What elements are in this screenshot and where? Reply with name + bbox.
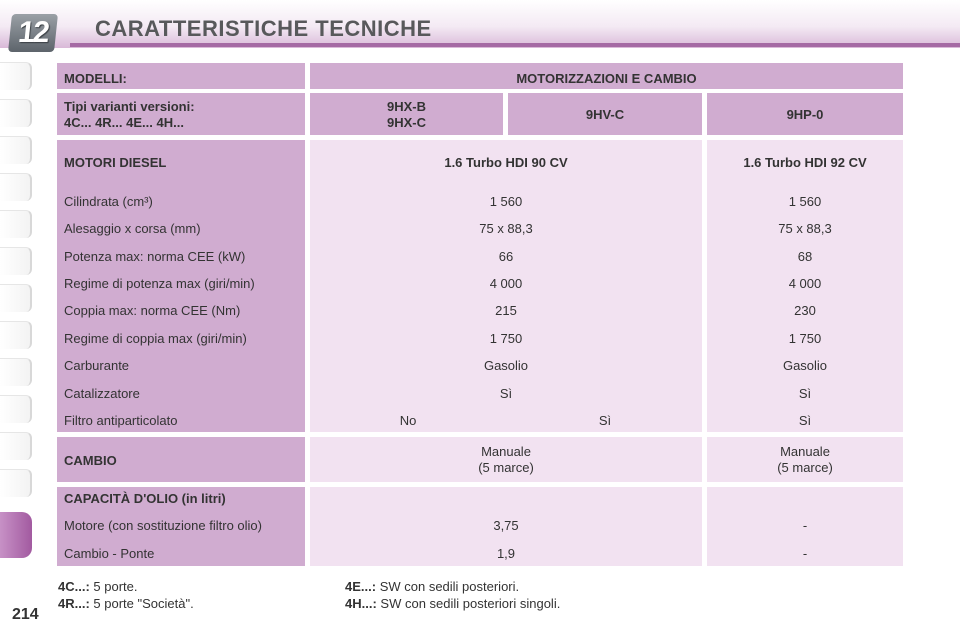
models-header-cell <box>57 63 305 89</box>
side-tab[interactable] <box>0 469 32 497</box>
spec-value: 1 750 <box>489 331 523 346</box>
gearbox-label-cell <box>57 437 305 482</box>
variant-3-cell <box>707 93 903 135</box>
spec-label: Regime di coppia max (giri/min) <box>64 331 247 346</box>
side-tab-active[interactable] <box>0 512 32 558</box>
gearbox-type: Manuale <box>780 444 830 459</box>
oil-value: - <box>802 546 808 561</box>
chapter-badge: 12 <box>8 14 58 52</box>
diesel-engines-label: MOTORI DIESEL <box>64 155 167 170</box>
footnote-4e <box>345 579 519 594</box>
footnote-key: 4R...: <box>58 596 90 611</box>
gearbox-value-cell <box>707 437 903 482</box>
side-tab-strip <box>0 62 32 506</box>
spec-value: 66 <box>498 249 514 264</box>
variant-2-cell <box>508 93 702 135</box>
spec-value: Gasolio <box>483 358 529 373</box>
engines-header-cell <box>310 63 903 89</box>
gearbox-label: CAMBIO <box>64 453 117 468</box>
oil-value: 1,9 <box>496 546 516 561</box>
side-tab[interactable] <box>0 62 32 90</box>
gearbox-value-cell <box>310 437 702 482</box>
oil-engine-label: Motore (con sostituzione filtro olio) <box>64 518 262 533</box>
side-tab[interactable] <box>0 247 32 275</box>
footnote-key: 4C...: <box>58 579 90 594</box>
models-label: MODELLI: <box>64 71 127 86</box>
variant-code: 9HX-B <box>386 99 426 114</box>
gearbox-gears: (5 marce) <box>478 460 534 475</box>
header-rule <box>70 43 960 47</box>
spec-value: Sì <box>798 413 812 428</box>
footnote-text: 5 porte. <box>89 579 138 594</box>
spec-label: Catalizzatore <box>64 386 140 401</box>
gearbox-gears: (5 marce) <box>777 460 833 475</box>
side-tab[interactable] <box>0 395 32 423</box>
side-tab[interactable] <box>0 432 32 460</box>
oil-value: 3,75 <box>493 518 519 533</box>
oil-gearbox-label: Cambio - Ponte <box>64 546 155 561</box>
spec-value: 75 x 88,3 <box>778 221 832 236</box>
side-tab[interactable] <box>0 210 32 238</box>
spec-label: Cilindrata (cm³) <box>64 194 153 209</box>
spec-label: Regime di potenza max (giri/min) <box>64 276 255 291</box>
spec-value: 230 <box>794 303 816 318</box>
spec-value: Sì <box>499 386 513 401</box>
spec-value: Sì <box>598 413 612 428</box>
spec-value: No <box>399 413 417 428</box>
variants-label: Tipi varianti versioni: <box>64 99 195 114</box>
variant-code: 9HP-0 <box>786 107 824 122</box>
spec-value: 75 x 88,3 <box>479 221 533 236</box>
gearbox-type: Manuale <box>481 444 531 459</box>
spec-label: Potenza max: norma CEE (kW) <box>64 249 246 264</box>
spec-value: 68 <box>797 249 813 264</box>
oil-capacity-label: CAPACITÀ D'OLIO (in litri) <box>64 491 226 506</box>
spec-label: Carburante <box>64 358 130 373</box>
side-tab[interactable] <box>0 99 32 127</box>
spec-value: 1 560 <box>788 194 822 209</box>
spec-value: 4 000 <box>788 276 822 291</box>
footnote-4h <box>345 596 560 611</box>
page-number: 214 <box>12 606 39 623</box>
spec-value: 4 000 <box>489 276 523 291</box>
spec-value: 1 560 <box>489 194 523 209</box>
spec-label: Filtro antiparticolato <box>64 413 178 428</box>
side-tab[interactable] <box>0 321 32 349</box>
variant-code: 9HV-C <box>585 107 625 122</box>
side-tab[interactable] <box>0 136 32 164</box>
spec-value: Gasolio <box>782 358 828 373</box>
engines-gearbox-label: MOTORIZZAZIONI E CAMBIO <box>516 71 697 86</box>
side-tab[interactable] <box>0 358 32 386</box>
footnote-key: 4H...: <box>345 596 377 611</box>
footnote-4r <box>58 596 194 611</box>
variant-code: 9HX-C <box>386 115 426 130</box>
variants-codes: 4C... 4R... 4E... 4H... <box>64 115 184 130</box>
spec-value: 1 750 <box>788 331 822 346</box>
engine-2-name: 1.6 Turbo HDI 92 CV <box>743 155 867 170</box>
page-title: CARATTERISTICHE TECNICHE <box>95 16 432 41</box>
variants-cell <box>57 93 305 135</box>
variant-1-cell <box>310 93 503 135</box>
footnote-text: SW con sedili posteriori. <box>376 579 520 594</box>
spec-label: Coppia max: norma CEE (Nm) <box>64 303 241 318</box>
side-tab[interactable] <box>0 173 32 201</box>
footnote-text: 5 porte "Società". <box>89 596 194 611</box>
spec-value: Sì <box>798 386 812 401</box>
spec-value: 215 <box>495 303 517 318</box>
spec-label: Alesaggio x corsa (mm) <box>64 221 201 236</box>
footnote-4c <box>58 579 138 594</box>
oil-value: - <box>802 518 808 533</box>
footnote-text: SW con sedili posteriori singoli. <box>376 596 561 611</box>
side-tab[interactable] <box>0 284 32 312</box>
engine-1-name: 1.6 Turbo HDI 90 CV <box>444 155 568 170</box>
footnote-key: 4E...: <box>345 579 377 594</box>
